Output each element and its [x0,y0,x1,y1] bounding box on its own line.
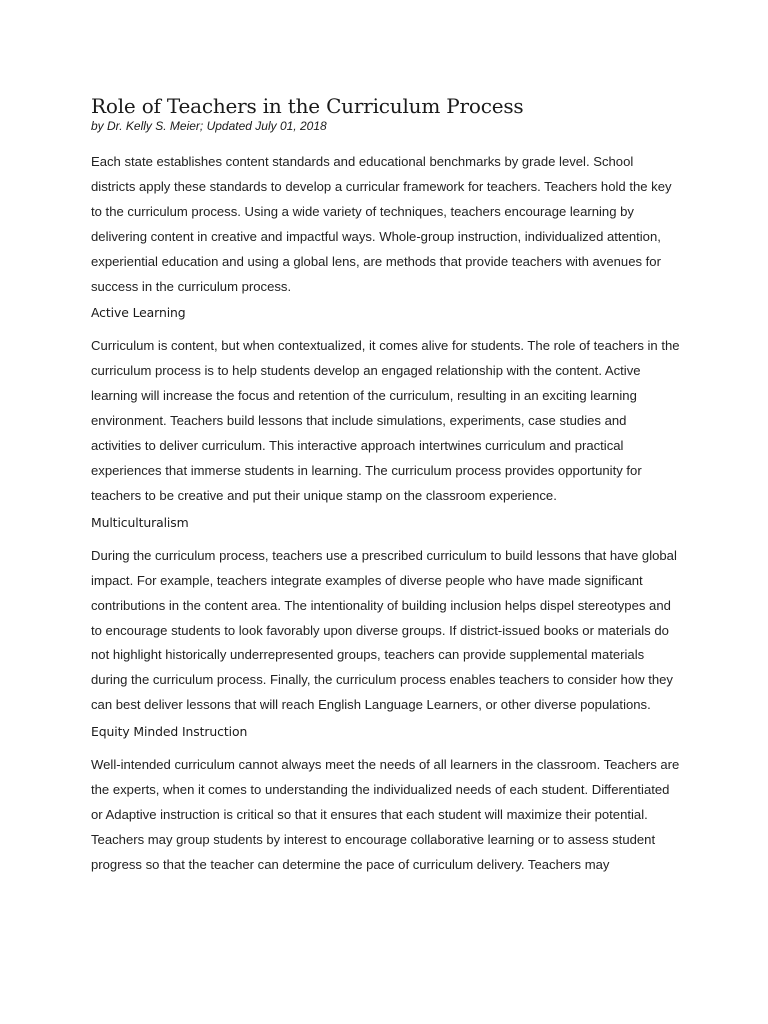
intro-paragraph: Each state establishes content standards and educational benchmarks by grade level. School districts apply these standards to develop a curricular framework for teachers. Teachers hold the key to the curriculum process. Using a wide variety of techniques, teachers encourage learning by delivering content in creative and impactful ways. Whole-group instruction, individualized attention, experiential education and using a global lens, are methods that provide teachers with avenues for success in the curriculum process. [91,154,672,294]
document-title: Role of Teachers in the Curriculum Process [91,94,524,118]
section-heading-equity-minded-instruction: Equity Minded Instruction [91,724,248,740]
section-body-active-learning: Curriculum is content, but when contextualized, it comes alive for students. The role of teachers in the curriculum process is to help students develop an engaged relationship with the content. Active learning will increase the focus and retention of the curriculum, resulting in an exciting learning environment. Teachers build lessons that include simulations, experiments, case studies and activities to deliver curriculum. This interactive approach intertwines curriculum and practical experiences that immerse students in learning. The curriculum process provides opportunity for teachers to be creative and put their unique stamp on the classroom experience. [91,338,680,503]
document-byline: by Dr. Kelly S. Meier; Updated July 01, 2018 [91,119,327,133]
section-heading-multiculturalism: Multiculturalism [91,514,189,530]
section-body-multiculturalism: During the curriculum process, teachers use a prescribed curriculum to build lessons that have global impact. For example, teachers integrate examples of diverse people who have made significant contributions in the content area. The intentionality of building inclusion helps dispel stereotypes and to encourage students to look favorably upon diverse groups. If district-issued books or materials do not highlight historically underrepresented groups, teachers can provide supplemental materials during the curriculum process. Finally, the curriculum process enables teachers to consider how they can best deliver lessons that will reach English Language Learners, or other diverse populations. [91,547,677,713]
section-heading-active-learning: Active Learning [91,305,186,321]
section-body-equity-minded-instruction: Well-intended curriculum cannot always meet the needs of all learners in the classroom. Teachers are the experts, when it comes to understanding the individualized needs of each student. Differentiated or Adaptive instruction is critical so that it ensures that each student will maximize their potential. Teachers may group students by interest to encourage collaborative learning or to assess student progress so that the teacher can determine the pace of curriculum delivery. Teachers may [91,757,680,872]
